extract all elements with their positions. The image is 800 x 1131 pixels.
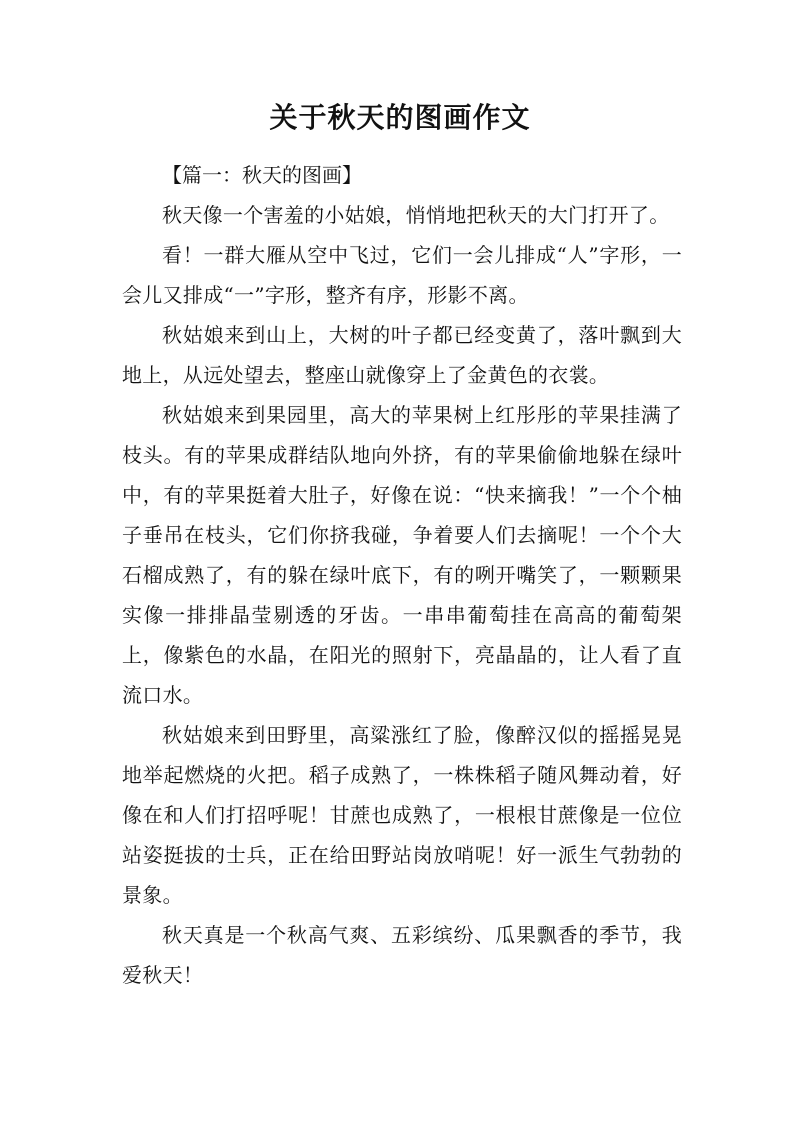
document-body [122, 155, 682, 995]
paragraph-fields: 秋姑娘来到田野里，高粱涨红了脸，像醉汉似的摇摇晃晃地举起燃烧的火把。稻子成熟了，一株株稻子随风舞动着，好像在和人们打招呼呢！甘蔗也成熟了，一根根甘蔗像是一位位站姿挺拔的士兵，正在给田野站岗放哨呢！好一派生气勃勃的景象。 [122, 723, 682, 907]
section-heading: 【篇一：秋天的图画】 [162, 163, 362, 187]
paragraph-intro: 秋天像一个害羞的小姑娘，悄悄地把秋天的大门打开了。 [162, 203, 670, 227]
paragraph-orchard: 秋姑娘来到果园里，高大的苹果树上红彤彤的苹果挂满了枝头。有的苹果成群结队地向外挤，有的苹果偷偷地躲在绿叶中，有的苹果挺着大肚子，好像在说：“快来摘我！”一个个柚子垂吊在枝头，它们你挤我碰，争着要人们去摘呢！一个个大石榴成熟了，有的躲在绿叶底下，有的咧开嘴笑了，一颗颗果实像一排排晶莹剔透的牙齿。一串串葡萄挂在高高的葡萄架上，像紫色的水晶，在阳光的照射下，亮晶晶的，让人看了直流口水。 [122, 403, 682, 707]
paragraph-conclusion: 秋天真是一个秋高气爽、五彩缤纷、瓜果飘香的季节，我爱秋天！ [122, 923, 682, 987]
paragraph-mountain: 秋姑娘来到山上，大树的叶子都已经变黄了，落叶飘到大地上，从远处望去，整座山就像穿上了金黄色的衣裳。 [122, 323, 682, 387]
paragraph-geese: 看！一群大雁从空中飞过，它们一会儿排成“人”字形，一会儿又排成“一”字形，整齐有序，形影不离。 [122, 243, 682, 307]
document-title: 关于秋天的图画作文 [269, 101, 531, 134]
